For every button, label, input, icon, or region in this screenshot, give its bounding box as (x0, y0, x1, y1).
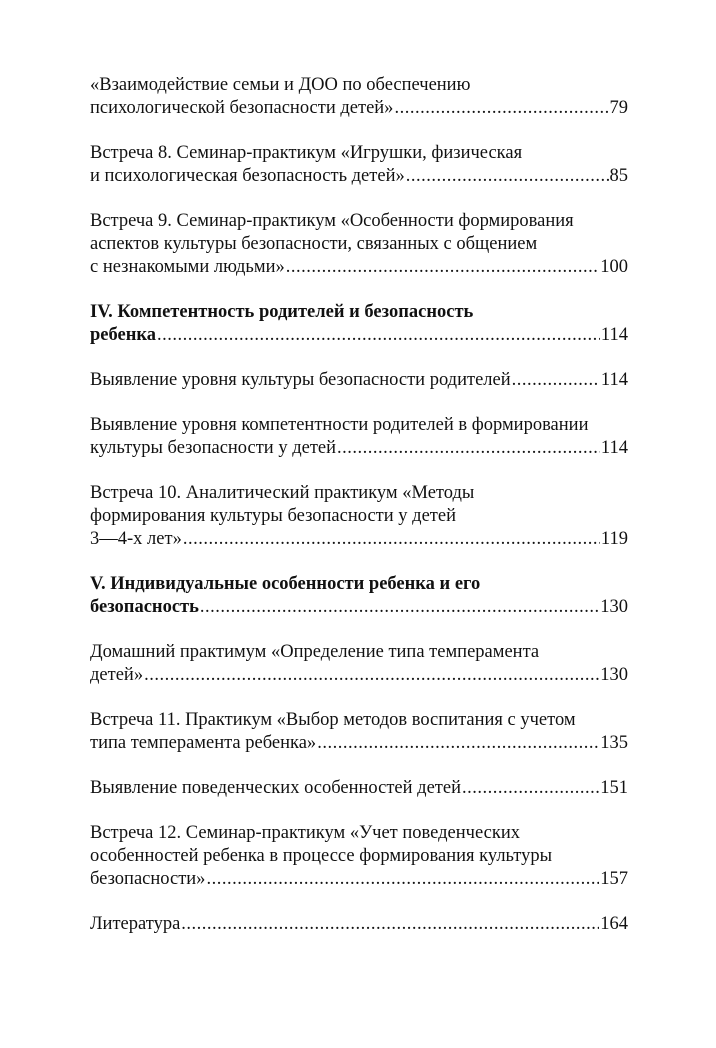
page-number: 114 (600, 438, 628, 458)
dot-leader (512, 369, 600, 392)
toc-entry (90, 369, 628, 392)
toc-entry-last-line (90, 369, 628, 392)
toc-entry (90, 142, 628, 188)
toc-entry-line: аспектов культуры безопасности, связанных с общением (90, 234, 538, 254)
toc-entry-line: Встреча 12. Семинар-практикум «Учет поведенческих (90, 823, 520, 843)
dot-leader (337, 437, 600, 460)
toc-entry-line: V. Индивидуальные особенности ребенка и его (90, 574, 481, 594)
toc-entry-last-line (90, 664, 628, 687)
toc-entry-line: Встреча 8. Семинар-практикум «Игрушки, физическая (90, 143, 523, 163)
page-number: 135 (600, 733, 628, 753)
toc-entry-title-end: типа темперамента ребенка» (90, 733, 317, 753)
page-number: 157 (600, 869, 628, 889)
toc-entry-title-end: Выявление уровня культуры безопасности родителей (90, 370, 511, 390)
toc-entry-line: Домашний практимум «Определение типа темперамента (90, 642, 540, 662)
toc-entry-title-end: культуры безопасности у детей (90, 438, 337, 458)
toc-entry (90, 913, 628, 936)
page-number: 130 (600, 597, 628, 617)
toc-entry-last-line (90, 165, 628, 188)
dot-leader (317, 732, 599, 755)
table-of-contents (90, 74, 628, 958)
toc-entry-line: формирования культуры безопасности у детей (90, 506, 456, 526)
toc-entry-line: Встреча 11. Практикум «Выбор методов воспитания с учетом (90, 710, 576, 730)
toc-entry-last-line (90, 596, 628, 619)
toc-entry-last-line (90, 868, 628, 891)
page-number: 100 (600, 257, 628, 277)
page-number: 79 (609, 98, 628, 118)
toc-entry-last-line (90, 777, 628, 800)
dot-leader (181, 913, 599, 936)
page-number: 114 (600, 370, 628, 390)
toc-entry-title-end: детей» (90, 665, 144, 685)
toc-entry (90, 641, 628, 687)
toc-entry-last-line (90, 732, 628, 755)
dot-leader (157, 324, 600, 347)
toc-entry (90, 709, 628, 755)
toc-entry-line: Встреча 10. Аналитический практикум «Методы (90, 483, 475, 503)
toc-entry (90, 482, 628, 551)
toc-entry-title-end: и психологическая безопасность детей» (90, 166, 405, 186)
toc-entry-title-end: психологической безопасности детей» (90, 98, 394, 118)
toc-entry-title-end: безопасность (90, 597, 199, 617)
page-number: 151 (600, 778, 628, 798)
toc-entry-line: Встреча 9. Семинар-практикум «Особенности формирования (90, 211, 574, 231)
toc-entry (90, 414, 628, 460)
toc-entry (90, 74, 628, 120)
toc-section-heading (90, 301, 628, 347)
dot-leader (286, 256, 600, 279)
toc-entry-title-end: Выявление поведенческих особенностей детей (90, 778, 461, 798)
toc-entry (90, 210, 628, 279)
toc-entry-line: особенностей ребенка в процессе формирования культуры (90, 846, 553, 866)
dot-leader (406, 165, 609, 188)
dot-leader (394, 97, 608, 120)
toc-entry-last-line (90, 256, 628, 279)
dot-leader (144, 664, 599, 687)
toc-entry-title-end: ребенка (90, 325, 157, 345)
toc-entry-title-end: 3—4-х лет» (90, 529, 182, 549)
toc-entry-last-line (90, 528, 628, 551)
toc-entry-last-line (90, 324, 628, 347)
dot-leader (200, 596, 599, 619)
page-number: 119 (600, 529, 628, 549)
toc-section-heading (90, 573, 628, 619)
toc-entry-last-line (90, 437, 628, 460)
toc-entry-title-end: Литература (90, 914, 181, 934)
toc-entry (90, 777, 628, 800)
toc-entry-line: «Взаимодействие семьи и ДОО по обеспечению (90, 75, 471, 95)
dot-leader (462, 777, 599, 800)
toc-entry-title-end: с незнакомыми людьми» (90, 257, 285, 277)
toc-entry-line: Выявление уровня компетентности родителей в формировании (90, 415, 589, 435)
toc-entry (90, 822, 628, 891)
page-number: 130 (600, 665, 628, 685)
toc-entry-title-end: безопасности» (90, 869, 206, 889)
toc-entry-line: IV. Компетентность родителей и безопасность (90, 302, 474, 322)
toc-entry-last-line (90, 913, 628, 936)
page-number: 85 (609, 166, 628, 186)
page-number: 164 (600, 914, 628, 934)
page-number: 114 (600, 325, 628, 345)
dot-leader (206, 868, 599, 891)
toc-entry-last-line (90, 97, 628, 120)
dot-leader (183, 528, 600, 551)
